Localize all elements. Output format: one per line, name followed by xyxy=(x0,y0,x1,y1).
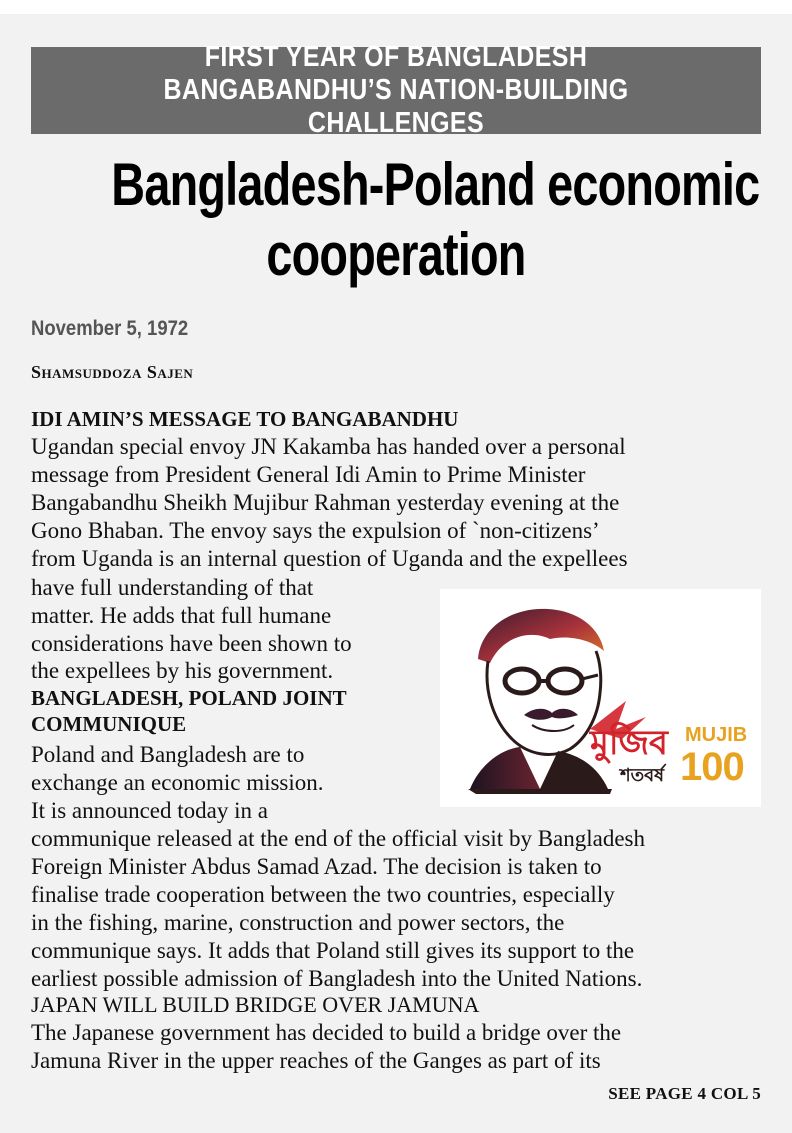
logo-english-top: MUJIB xyxy=(685,724,748,746)
article-byline: Shamsuddoza Sajen xyxy=(31,362,194,382)
body-line: finalise trade cooperation between the two countries, especially xyxy=(31,882,615,907)
section-heading-poland-line-1: BANGLADESH, POLAND JOINT xyxy=(31,686,347,710)
body-line: It is announced today in a xyxy=(31,798,268,823)
mujib-100-logo xyxy=(440,589,761,807)
article-date: November 5, 1972 xyxy=(31,317,189,340)
body-line: communique says. It adds that Poland still gives its support to the xyxy=(31,938,635,963)
body-line: from Uganda is an internal question of Uganda and the expellees xyxy=(31,546,628,571)
body-line: matter. He adds that full humane xyxy=(31,603,332,628)
banner-line-2: BANGABANDHU’S NATION-BUILDING CHALLENGES xyxy=(163,74,629,139)
logo-bangla-top: মুজিব xyxy=(590,723,668,763)
section-heading-jamuna-bridge: JAPAN WILL BUILD BRIDGE OVER JAMUNA xyxy=(31,992,480,1017)
body-line: in the fishing, marine, construction and power sectors, the xyxy=(31,910,565,935)
body-line: have full understanding of that xyxy=(31,575,314,600)
body-line: communique released at the end of the official visit by Bangladesh xyxy=(31,826,646,851)
body-line: The Japanese government has decided to build a bridge over the xyxy=(31,1020,622,1045)
section-heading-poland-line-2: COMMUNIQUE xyxy=(31,712,187,736)
body-line: exchange an economic mission. xyxy=(31,770,324,795)
section-heading-idi-amin: IDI AMIN’S MESSAGE TO BANGABANDHU xyxy=(31,407,459,431)
article-headline xyxy=(31,150,761,290)
series-banner xyxy=(31,41,761,139)
body-line: Bangabandhu Sheikh Mujibur Rahman yesterday evening at the xyxy=(31,490,620,515)
logo-bangla-bottom: শতবর্ষ xyxy=(620,765,665,786)
body-line: earliest possible admission of Bangladesh into the United Nations. xyxy=(31,966,643,991)
body-line: the expellees by his government. xyxy=(31,658,334,683)
body-line: Ugandan special envoy JN Kakamba has handed over a personal xyxy=(31,434,626,459)
banner-line-1: FIRST YEAR OF BANGLADESH xyxy=(204,41,588,73)
logo-english-bottom: 100 xyxy=(680,745,744,789)
headline-line-2: cooperation xyxy=(266,221,526,288)
headline-line-1: Bangladesh-Poland economic xyxy=(111,151,760,218)
body-line: considerations have been shown to xyxy=(31,631,352,656)
body-line: Foreign Minister Abdus Samad Azad. The decision is taken to xyxy=(31,854,602,879)
body-line: Gono Bhaban. The envoy says the expulsion of `non-citizens’ xyxy=(31,518,600,543)
top-strip xyxy=(0,0,792,14)
body-line: Poland and Bangladesh are to xyxy=(31,742,305,767)
body-line: Jamuna River in the upper reaches of the Ganges as part of its xyxy=(31,1048,601,1073)
body-line: message from President General Idi Amin to Prime Minister xyxy=(31,462,586,487)
continuation-note: SEE PAGE 4 COL 5 xyxy=(608,1084,761,1103)
